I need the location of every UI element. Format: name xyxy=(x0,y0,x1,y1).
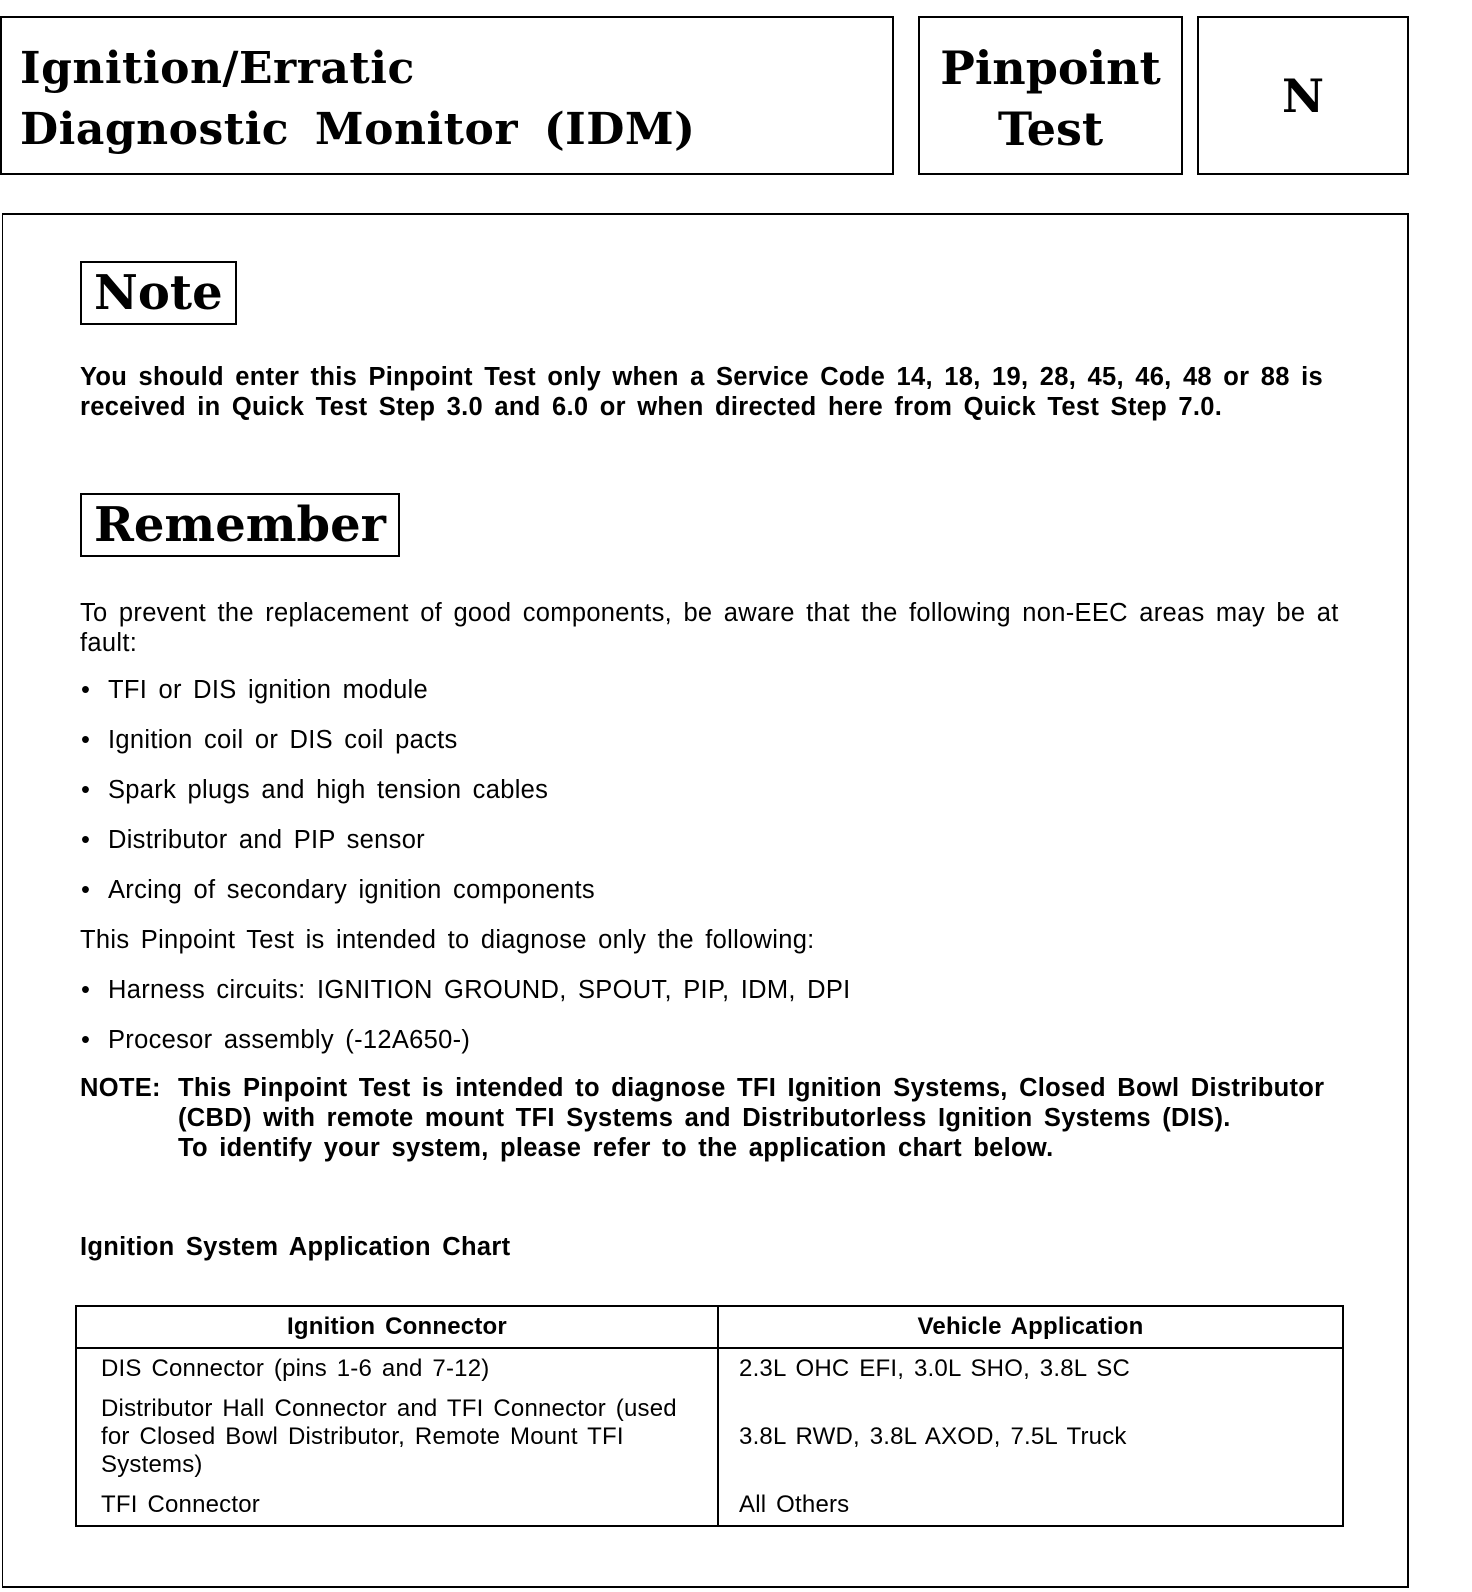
diagnose-intro: This Pinpoint Test is intended to diagnose only the following: xyxy=(80,926,815,954)
main-panel xyxy=(2,213,1409,1588)
pinpoint-test-box xyxy=(918,16,1183,175)
test-label: Test xyxy=(997,102,1104,156)
fault-list-item-text: Ignition coil or DIS coil pacts xyxy=(108,726,458,754)
diagnose-list-item-text: Harness circuits: IGNITION GROUND, SPOUT, PIP, IDM, DPI xyxy=(108,976,851,1004)
fault-list-item xyxy=(81,775,548,805)
bullet-icon: • xyxy=(81,726,91,754)
system-note xyxy=(80,1073,1370,1163)
system-note-key: NOTE: xyxy=(80,1074,161,1102)
test-letter: N xyxy=(1281,68,1325,123)
bullet-icon: • xyxy=(81,1026,91,1054)
note-text: You should enter this Pinpoint Test only when a Service Code 14, 18, 19, 28, 45, 46, 48 or 88 is received in Quick Test Step 3.0 and 6.0 or when directed here from Quick Test Step 7.0. xyxy=(80,363,1323,421)
cell-connector: DIS Connector (pins 1-6 and 7-12) xyxy=(76,1348,718,1389)
remember-heading: Remember xyxy=(80,493,400,557)
cell-connector: Distributor Hall Connector and TFI Connector (used for Closed Bowl Distributor, Remote Mount TFI Systems) xyxy=(76,1389,718,1485)
fault-list-item xyxy=(81,725,458,755)
table-row xyxy=(76,1389,1343,1485)
table-row xyxy=(76,1485,1343,1526)
test-letter-box xyxy=(1197,16,1409,175)
system-note-text: This Pinpoint Test is intended to diagnose TFI Ignition Systems, Closed Bowl Distributor (CBD) with remote mount TFI Systems and Distributorless Ignition Systems (DIS). xyxy=(178,1074,1325,1132)
fault-list-item-text: Arcing of secondary ignition components xyxy=(108,876,595,904)
fault-list-item-text: Spark plugs and high tension cables xyxy=(108,776,549,804)
fault-list-item-text: Distributor and PIP sensor xyxy=(108,826,425,854)
cell-application: 2.3L OHC EFI, 3.0L SHO, 3.8L SC xyxy=(718,1348,1343,1389)
table-row xyxy=(76,1348,1343,1389)
title-line-2: Diagnostic Monitor (IDM) xyxy=(20,104,696,155)
fault-list-item xyxy=(81,875,595,905)
title-line-1: Ignition/Erratic xyxy=(20,43,415,94)
note-heading: Note xyxy=(80,261,237,325)
bullet-icon: • xyxy=(81,776,91,804)
chart-title: Ignition System Application Chart xyxy=(80,1233,511,1261)
bullet-icon: • xyxy=(81,676,91,704)
cell-application: 3.8L RWD, 3.8L AXOD, 7.5L Truck xyxy=(718,1389,1343,1485)
cell-connector: TFI Connector xyxy=(76,1485,718,1526)
cell-application: All Others xyxy=(718,1485,1343,1526)
bullet-icon: • xyxy=(81,876,91,904)
bullet-icon: • xyxy=(81,826,91,854)
diagnose-list-item-text: Procesor assembly (-12A650-) xyxy=(108,1026,471,1054)
title-box xyxy=(0,16,894,175)
diagnose-list-item xyxy=(81,1025,470,1055)
fault-list-item-text: TFI or DIS ignition module xyxy=(108,676,429,704)
remember-intro: To prevent the replacement of good components, be aware that the following non-EEC areas may be at fault: xyxy=(80,599,1339,657)
header-vehicle-application: Vehicle Application xyxy=(718,1306,1343,1348)
bullet-icon: • xyxy=(81,976,91,1004)
diagnose-list-item xyxy=(81,975,851,1005)
header-ignition-connector: Ignition Connector xyxy=(76,1306,718,1348)
application-chart-table xyxy=(75,1305,1344,1527)
pinpoint-label: Pinpoint xyxy=(940,41,1161,95)
fault-list-item xyxy=(81,825,425,855)
system-note-text-2: To identify your system, please refer to the application chart below. xyxy=(178,1134,1054,1162)
table-header-row xyxy=(76,1306,1343,1348)
fault-list-item xyxy=(81,675,428,705)
